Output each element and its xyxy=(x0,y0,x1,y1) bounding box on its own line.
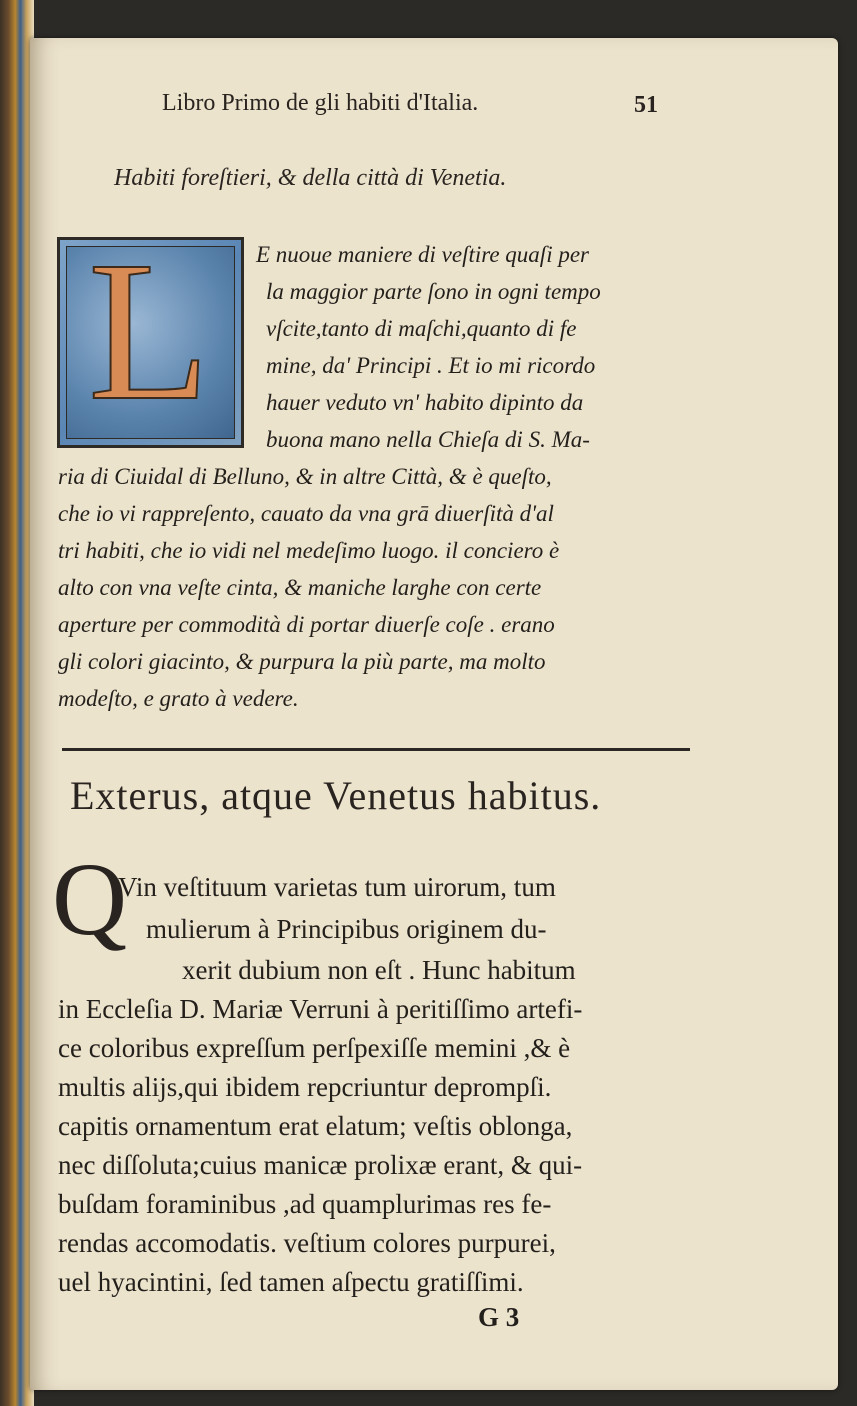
latin-line: uel hyacintini, ſed tamen aſpectu gratiſſimi. xyxy=(58,1267,524,1297)
signature-mark: G 3 xyxy=(478,1302,520,1332)
latin-line: mulierum à Principibus originem du- xyxy=(146,914,547,944)
decorated-initial xyxy=(57,221,244,448)
italian-heading: Habiti foreſtieri, & della città di Venetia. xyxy=(114,165,507,191)
italian-line: aperture per commodità di portar diuerſe coſe . erano xyxy=(58,612,555,637)
latin-line: capitis ornamentum erat elatum; veſtis oblonga, xyxy=(58,1111,573,1141)
italian-line: alto con vna veſte cinta, & maniche larghe con certe xyxy=(58,575,542,600)
adjacent-page-edge xyxy=(0,0,34,1406)
italian-line: tri habiti, che io vidi nel medeſimo luogo. il conciero è xyxy=(58,538,560,563)
section-rule xyxy=(62,748,690,751)
folio-number: 51 xyxy=(634,92,658,118)
italian-line: la maggior parte ſono in ogni tempo xyxy=(266,279,601,304)
italian-line: gli colori giacinto, & purpura la più parte, ma molto xyxy=(58,649,546,674)
italian-line: ria di Ciuidal di Belluno, & in altre Città, & è queſto, xyxy=(58,464,552,489)
latin-line: ce coloribus expreſſum perſpexiſſe memini ,& è xyxy=(58,1033,571,1063)
latin-line: rendas accomodatis. veſtium colores purpurei, xyxy=(58,1228,556,1258)
latin-line: Vin veſtituum varietas tum uirorum, tum xyxy=(118,872,556,902)
italian-line: mine, da' Principi . Et io mi ricordo xyxy=(266,353,596,378)
running-title: Libro Primo de gli habiti d'Italia. xyxy=(162,90,479,116)
latin-line: xerit dubium non eſt . Hunc habitum xyxy=(182,955,576,985)
italian-line: che io vi rappreſento, cauato da vna grā diuerſità d'al xyxy=(58,501,554,526)
italian-line: E nuoue maniere di veſtire quaſi per xyxy=(256,242,589,267)
latin-line: nec diſſoluta;cuius manicæ prolixæ erant, & qui- xyxy=(58,1150,583,1180)
latin-heading: Exterus, atque Venetus habitus. xyxy=(70,773,602,818)
latin-line: in Eccleſia D. Mariæ Verruni à peritiſſimo artefi- xyxy=(58,994,583,1024)
latin-line: multis alijs,qui ibidem repcriuntur deprompſi. xyxy=(58,1072,552,1102)
latin-line: buſdam foraminibus ,ad quamplurimas res fe- xyxy=(58,1189,552,1219)
italian-line: modeſto, e grato à vedere. xyxy=(58,686,299,711)
italian-line: hauer veduto vn' habito dipinto da xyxy=(266,390,584,415)
initial-letter: L xyxy=(88,221,211,442)
latin-drop-initial: Q xyxy=(52,842,128,957)
italian-line: buona mano nella Chieſa di S. Ma- xyxy=(266,427,590,452)
italian-line: vſcite,tanto di maſchi,quanto di fe xyxy=(266,316,577,341)
